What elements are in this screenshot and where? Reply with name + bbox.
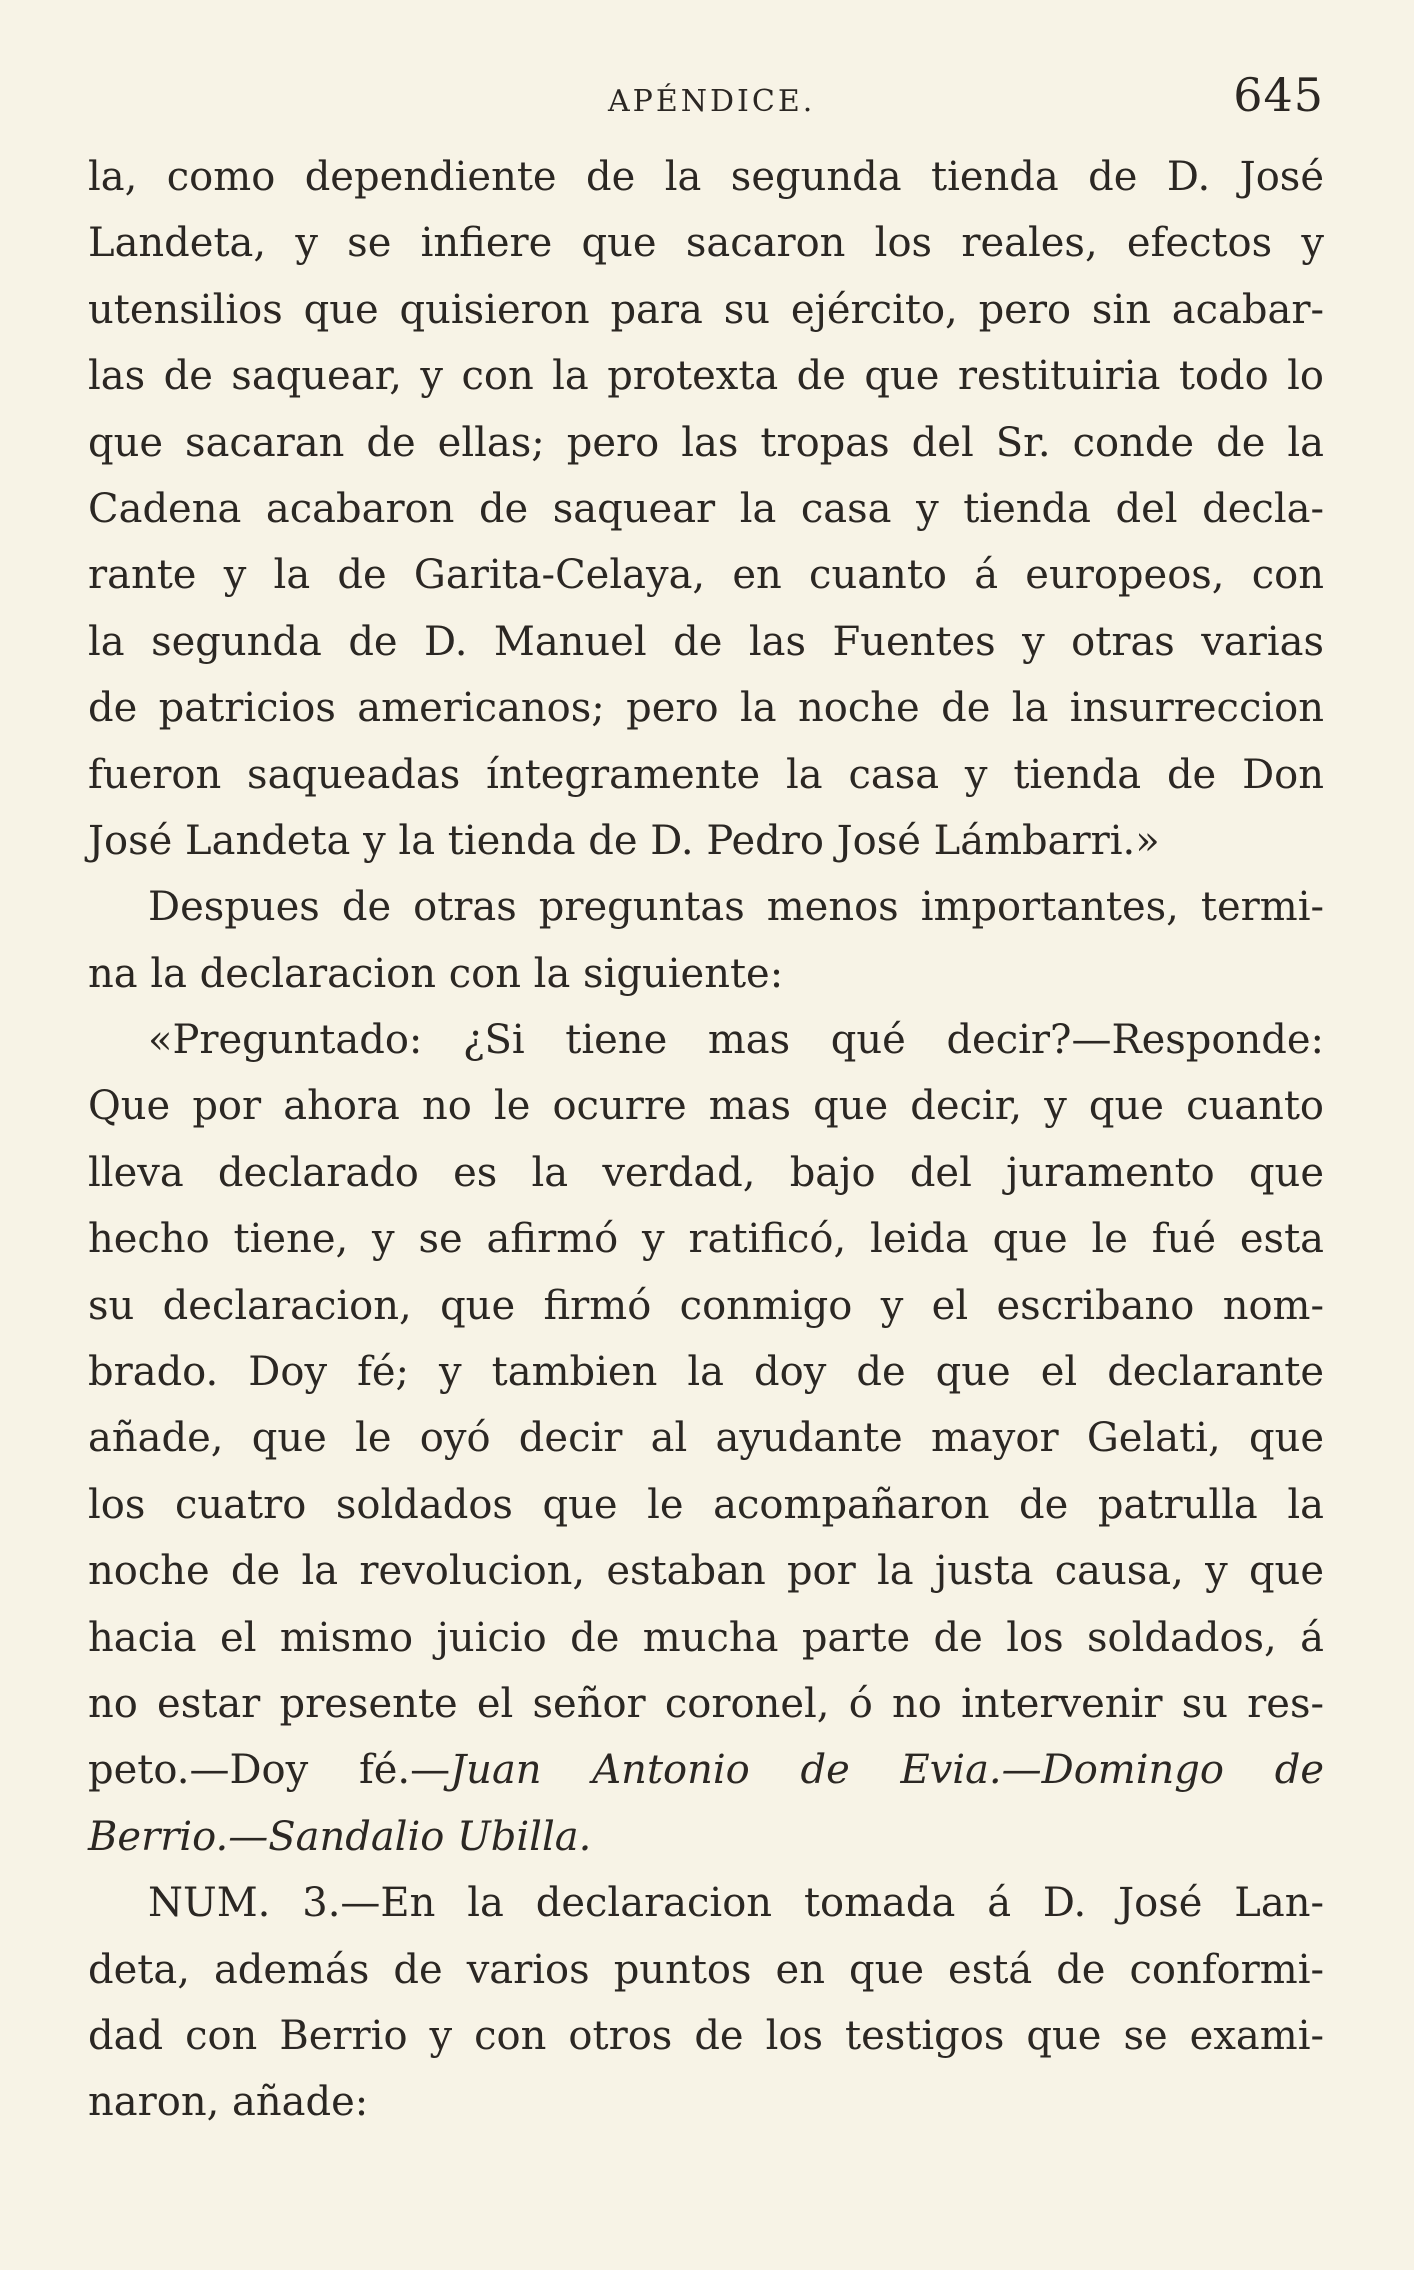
text-line: Berrio.—Sandalio Ubilla. bbox=[88, 1813, 592, 1860]
text-line: los cuatro soldados que le acompañaron de patrulla la bbox=[88, 1481, 1324, 1528]
text-line: brado. Doy fé; y tambien la doy de que el declarante bbox=[88, 1349, 1324, 1396]
text-line: José Landeta y la tienda de D. Pedro José Lámbarri.» bbox=[88, 817, 1160, 864]
text-line: no estar presente el señor coronel, ó no intervenir su res- bbox=[88, 1680, 1324, 1727]
text-line: las de saquear, y con la protexta de que restituiria todo lo bbox=[88, 353, 1324, 400]
text-line: su declaracion, que firmó conmigo y el escribano nom- bbox=[88, 1282, 1324, 1329]
page-number: 645 bbox=[1233, 68, 1324, 122]
text-line: noche de la revolucion, estaban por la justa causa, y que bbox=[88, 1548, 1324, 1595]
signature-names: Juan Antonio de Evia.—Domingo de bbox=[450, 1747, 1324, 1794]
text-line: añade, que le oyó decir al ayudante mayor Gelati, que bbox=[88, 1415, 1324, 1462]
text-line: Despues de otras preguntas menos importantes, termi- bbox=[148, 884, 1324, 931]
book-page bbox=[88, 0, 1324, 2270]
text-line: rante y la de Garita-Celaya, en cuanto á europeos, con bbox=[88, 552, 1324, 599]
text-line-roman: peto.—Doy fé.— bbox=[88, 1747, 451, 1794]
body-text bbox=[88, 144, 1324, 2136]
text-line: Landeta, y se infiere que sacaron los reales, efectos y bbox=[88, 220, 1324, 267]
text-line: dad con Berrio y con otros de los testigos que se exami- bbox=[88, 2012, 1324, 2059]
running-head bbox=[88, 68, 1324, 138]
text-line: que sacaran de ellas; pero las tropas del Sr. conde de la bbox=[88, 419, 1324, 466]
text-line bbox=[88, 1737, 1324, 1803]
text-line: NUM. 3.—En la declaracion tomada á D. José Lan- bbox=[148, 1880, 1324, 1927]
text-line: naron, añade: bbox=[88, 2079, 369, 2126]
text-line: Cadena acabaron de saquear la casa y tienda del decla- bbox=[88, 485, 1324, 532]
text-line: de patricios americanos; pero la noche de la insurreccion bbox=[88, 685, 1324, 732]
running-head-title: APÉNDICE. bbox=[608, 84, 816, 119]
text-line: na la declaracion con la siguiente: bbox=[88, 950, 784, 997]
text-line: deta, además de varios puntos en que está de conformi- bbox=[88, 1946, 1324, 1993]
text-line: fueron saqueadas íntegramente la casa y tienda de Don bbox=[88, 751, 1324, 798]
text-line: hacia el mismo juicio de mucha parte de los soldados, á bbox=[88, 1614, 1324, 1661]
text-line: la, como dependiente de la segunda tienda de D. José bbox=[88, 154, 1324, 200]
text-line: lleva declarado es la verdad, bajo del juramento que bbox=[88, 1149, 1324, 1196]
text-line: «Preguntado: ¿Si tiene mas qué decir?—Responde: bbox=[148, 1017, 1324, 1064]
text-line: utensilios que quisieron para su ejército, pero sin acabar- bbox=[88, 286, 1324, 333]
text-line: Que por ahora no le ocurre mas que decir, y que cuanto bbox=[88, 1083, 1324, 1130]
text-line: hecho tiene, y se afirmó y ratificó, leida que le fué esta bbox=[88, 1216, 1324, 1263]
text-line: la segunda de D. Manuel de las Fuentes y otras varias bbox=[88, 618, 1324, 665]
